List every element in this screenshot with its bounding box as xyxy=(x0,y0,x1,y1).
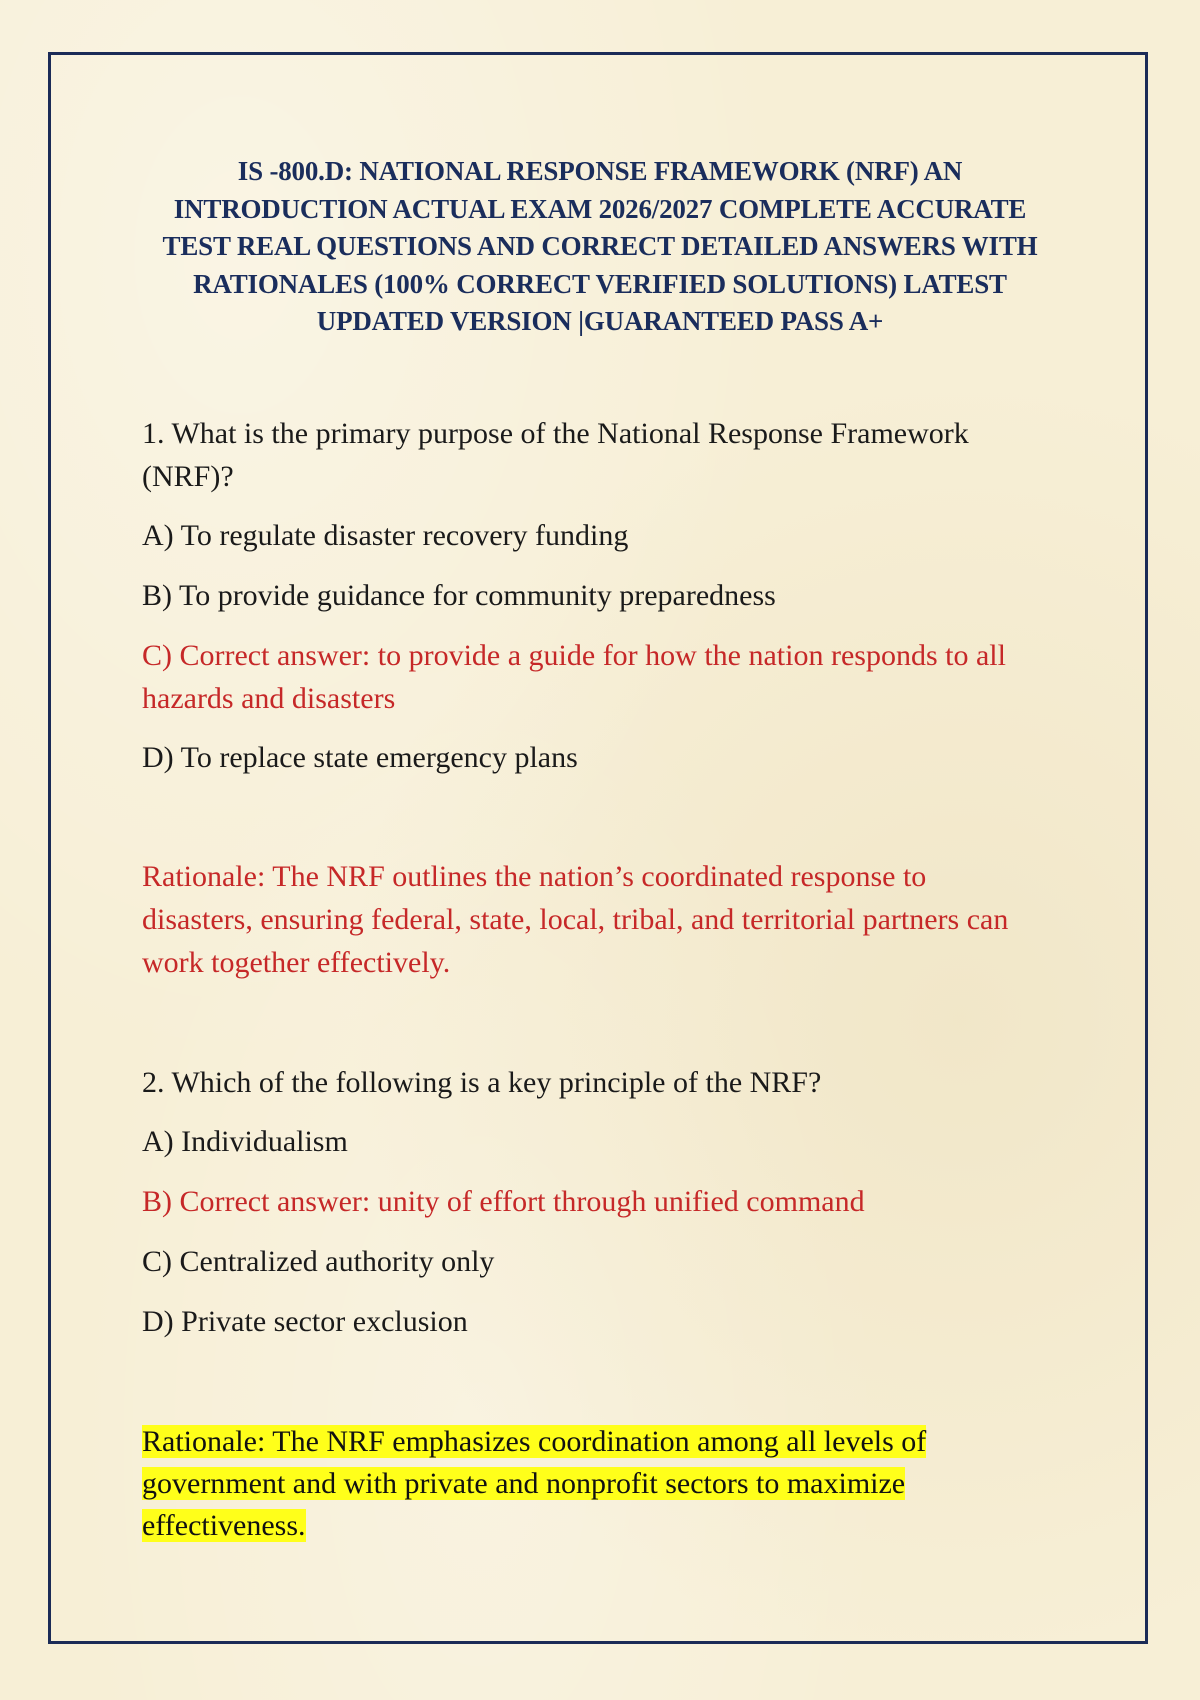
q2-rationale-line xyxy=(142,1462,1072,1505)
q2-rationale-line xyxy=(142,1504,1072,1547)
highlighted-text: Rationale: The NRF emphasizes coordination among all levels of xyxy=(142,1425,927,1458)
title-line: TEST REAL QUESTIONS AND CORRECT DETAILED ANSWERS WITH xyxy=(162,231,1038,261)
q2-question: 2. Which of the following is a key principle of the NRF? xyxy=(142,1066,822,1099)
title-line: IS -800.D: NATIONAL RESPONSE FRAMEWORK (NRF) AN xyxy=(237,156,963,186)
q2-option-c: C) Centralized authority only xyxy=(142,1245,495,1278)
q2-option-a: A) Individualism xyxy=(142,1125,348,1158)
q2-option-d: D) Private sector exclusion xyxy=(142,1305,468,1338)
q1-option-b: B) To provide guidance for community preparedness xyxy=(142,579,776,612)
q1-option-d: D) To replace state emergency plans xyxy=(142,741,578,774)
q2-rationale-line xyxy=(142,1420,1072,1463)
q1-question-line: (NRF)? xyxy=(142,460,234,493)
q1-option-c-correct: C) Correct answer: to provide a guide for how the nation responds to all xyxy=(142,639,1006,672)
q2-option-b-correct: B) Correct answer: unity of effort through unified command xyxy=(142,1185,865,1218)
highlighted-text: government and with private and nonprofit sectors to maximize xyxy=(142,1467,906,1500)
title-line: UPDATED VERSION |GUARANTEED PASS A+ xyxy=(316,306,884,336)
q1-rationale-line: work together effectively. xyxy=(142,946,451,979)
q1-question-line: 1. What is the primary purpose of the National Response Framework xyxy=(142,417,969,450)
title-line: RATIONALES (100% CORRECT VERIFIED SOLUTIONS) LATEST xyxy=(193,268,1007,299)
highlighted-text: effectiveness. xyxy=(142,1509,306,1542)
q1-rationale-line: Rationale: The NRF outlines the nation’s coordinated response to xyxy=(142,860,927,893)
q1-option-c-correct: hazards and disasters xyxy=(142,682,396,715)
document-title xyxy=(135,153,1065,341)
q1-rationale-line: disasters, ensuring federal, state, local, tribal, and territorial partners can xyxy=(142,903,1009,936)
q1-option-a: A) To regulate disaster recovery funding xyxy=(142,519,629,552)
title-line: INTRODUCTION ACTUAL EXAM 2026/2027 COMPLETE ACCURATE xyxy=(173,193,1027,224)
